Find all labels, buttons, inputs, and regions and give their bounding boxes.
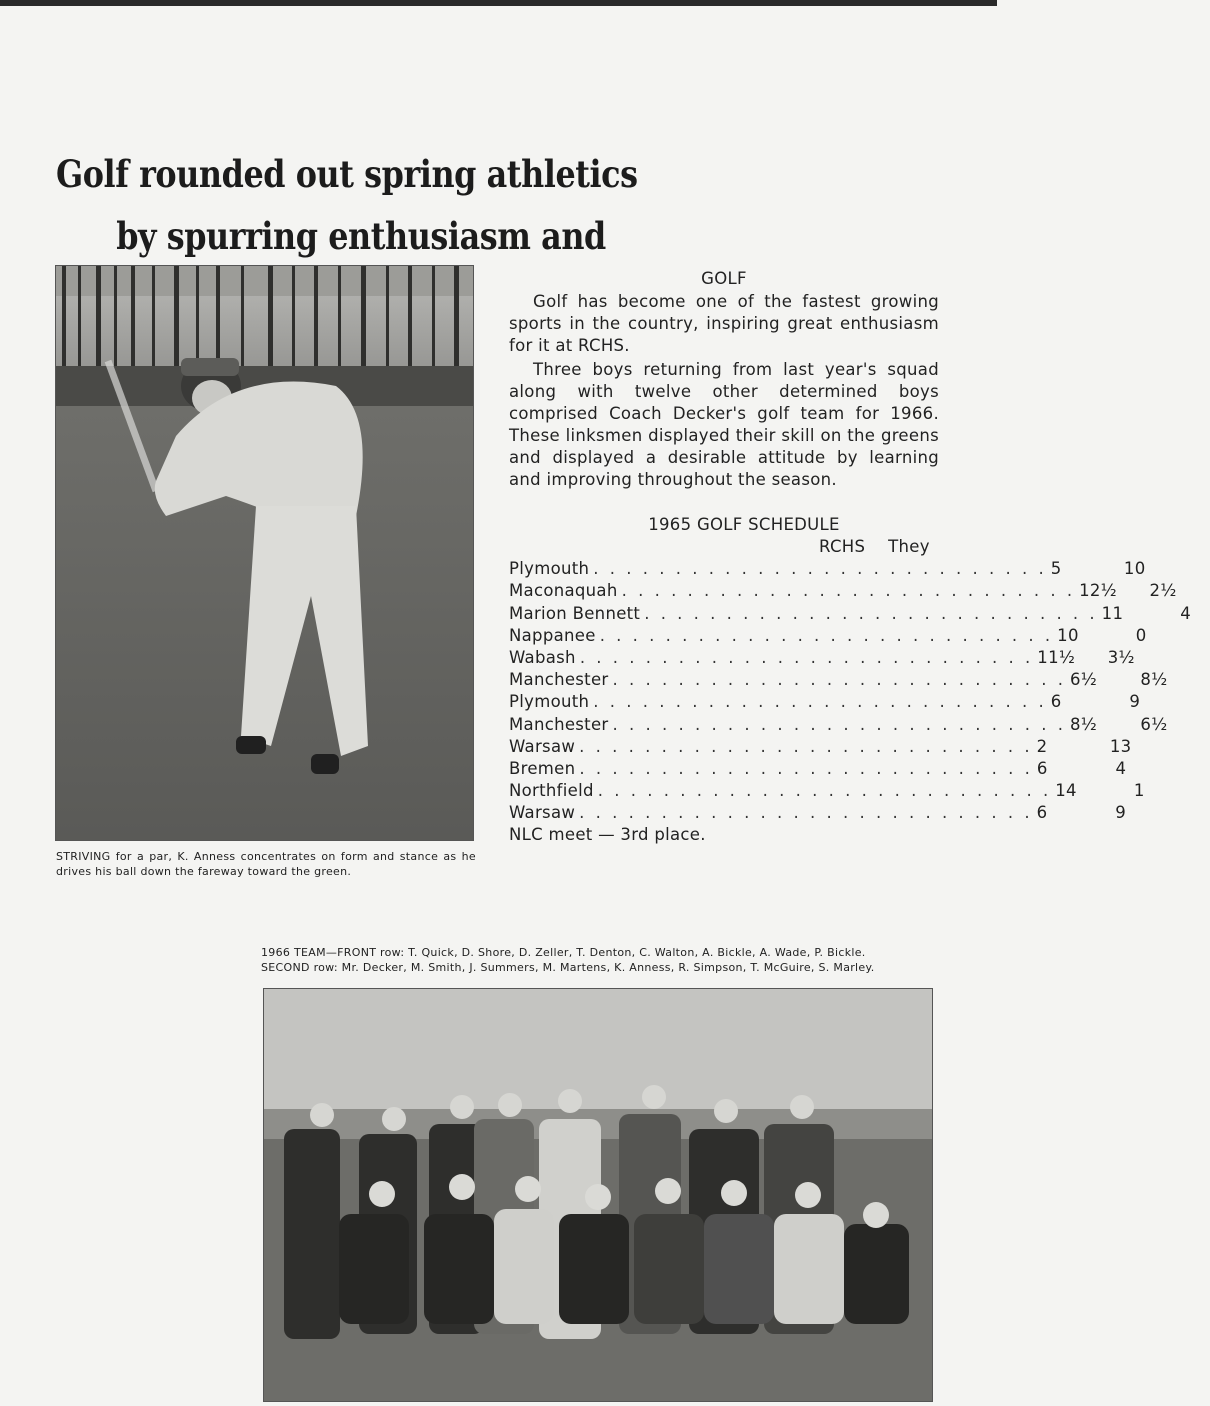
- schedule-row: [509, 780, 1145, 802]
- schedule-row: [509, 603, 1192, 625]
- golf-schedule: [509, 514, 1192, 847]
- team-photo: [263, 988, 933, 1402]
- schedule-opponent: Warsaw: [509, 803, 576, 823]
- schedule-rchs-score: 11½: [1037, 647, 1076, 667]
- schedule-leader-dots: . . . . . . . . . . . . . . . . . . . . . . . . . . . .: [612, 670, 1066, 690]
- schedule-they-score: 2½: [1149, 581, 1177, 601]
- schedule-leader-dots: . . . . . . . . . . . . . . . . . . . . . . . . . . . .: [621, 581, 1076, 601]
- team-caption-line-1: 1966 TEAM—FRONT row: T. Quick, D. Shore, D. Zeller, T. Denton, C. Walton, A. Bickle, A. Wade, P. Bickle.: [261, 946, 866, 959]
- schedule-leader-dots: . . . . . . . . . . . . . . . . . . . . . . . . . . . .: [593, 559, 1047, 579]
- schedule-rchs-score: 6: [1036, 803, 1048, 823]
- schedule-leader-dots: . . . . . . . . . . . . . . . . . . . . . . . . . . . .: [579, 736, 1033, 756]
- article-paragraph-2: Three boys returning from last year's squad along with twelve other determined boys comprised Coach Decker's golf team for 1966. These linksmen displayed their skill on the greens and displayed a desirable attitude by learning and improving throughout the season.: [509, 360, 939, 489]
- schedule-col-rchs: RCHS: [819, 537, 866, 557]
- schedule-they-score: 9: [1115, 803, 1127, 823]
- schedule-leader-dots: . . . . . . . . . . . . . . . . . . . . . . . . . . . .: [597, 781, 1052, 801]
- schedule-they-score: 1: [1133, 781, 1145, 801]
- schedule-they-score: 13: [1109, 736, 1132, 756]
- schedule-they-score: 8½: [1140, 670, 1168, 690]
- golfer-photo: [55, 265, 474, 841]
- schedule-row: [509, 669, 1168, 691]
- schedule-leader-dots: . . . . . . . . . . . . . . . . . . . . . . . . . . . .: [644, 603, 1098, 623]
- schedule-rchs-score: 11: [1101, 603, 1124, 623]
- schedule-row: [509, 558, 1146, 580]
- schedule-rchs-score: 5: [1050, 559, 1062, 579]
- schedule-leader-dots: . . . . . . . . . . . . . . . . . . . . . . . . . . . .: [612, 714, 1066, 734]
- schedule-rchs-score: 14: [1055, 781, 1077, 801]
- article-paragraph-1: Golf has become one of the fastest growing sports in the country, inspiring great enthusiasm for it at RCHS.: [509, 292, 939, 355]
- schedule-leader-dots: . . . . . . . . . . . . . . . . . . . . . . . . . . . .: [593, 692, 1047, 712]
- schedule-rchs-score: 6: [1036, 758, 1048, 778]
- schedule-they-score: 4: [1115, 758, 1127, 778]
- schedule-leader-dots: . . . . . . . . . . . . . . . . . . . . . . . . . . . .: [579, 647, 1034, 667]
- schedule-rchs-score: 6: [1050, 692, 1062, 712]
- schedule-rchs-score: 8½: [1069, 714, 1098, 734]
- schedule-opponent: Warsaw: [509, 736, 576, 756]
- schedule-opponent: Marion Bennett: [509, 603, 641, 623]
- golfer-photo-caption: STRIVING for a par, K. Anness concentrates on form and stance as he drives his ball down the fareway toward the green.: [56, 850, 476, 878]
- golfer-photo-image: [56, 266, 473, 840]
- schedule-row: [509, 647, 1135, 669]
- schedule-note: NLC meet — 3rd place.: [509, 825, 706, 845]
- schedule-leader-dots: . . . . . . . . . . . . . . . . . . . . . . . . . . . .: [599, 625, 1054, 645]
- schedule-col-they: They: [888, 537, 930, 557]
- schedule-row: [509, 691, 1141, 713]
- schedule-they-score: 4: [1180, 603, 1192, 623]
- headline-line-2: by spurring enthusiasm and: [116, 213, 606, 258]
- schedule-row: [509, 580, 1177, 602]
- team-photo-image: [264, 989, 932, 1401]
- schedule-opponent: Bremen: [509, 758, 576, 778]
- schedule-opponent: Northfield: [509, 781, 594, 801]
- schedule-row: [509, 736, 1132, 758]
- article-heading: GOLF: [701, 269, 747, 288]
- schedule-they-score: 0: [1135, 625, 1147, 645]
- schedule-opponent: Manchester: [509, 670, 609, 690]
- schedule-column-headers: [509, 536, 939, 558]
- schedule-rchs-score: 6½: [1069, 670, 1098, 690]
- schedule-rchs-score: 2: [1036, 736, 1048, 756]
- team-caption-line-2: SECOND row: Mr. Decker, M. Smith, J. Summers, M. Martens, K. Anness, R. Simpson, T. McGuire, S. Marley.: [261, 961, 875, 974]
- schedule-row: [509, 758, 1127, 780]
- schedule-opponent: Manchester: [509, 714, 609, 734]
- schedule-rchs-score: 12½: [1079, 581, 1117, 601]
- schedule-rows: [509, 558, 1192, 824]
- schedule-leader-dots: . . . . . . . . . . . . . . . . . . . . . . . . . . . .: [579, 803, 1033, 823]
- schedule-opponent: Maconaquah: [509, 581, 618, 601]
- schedule-they-score: 9: [1129, 692, 1141, 712]
- schedule-they-score: 10: [1123, 559, 1146, 579]
- golf-article: [509, 268, 939, 493]
- schedule-opponent: Plymouth: [509, 559, 590, 579]
- schedule-they-score: 6½: [1140, 714, 1168, 734]
- schedule-title: 1965 GOLF SCHEDULE: [648, 515, 840, 534]
- schedule-row: [509, 625, 1147, 647]
- schedule-opponent: Wabash: [509, 647, 576, 667]
- page-top-edge: [0, 0, 997, 6]
- schedule-leader-dots: . . . . . . . . . . . . . . . . . . . . . . . . . . . .: [579, 758, 1033, 778]
- schedule-rchs-score: 10: [1057, 625, 1079, 645]
- team-photo-caption: [261, 945, 941, 975]
- schedule-row: [509, 802, 1127, 824]
- schedule-row: [509, 714, 1168, 736]
- schedule-they-score: 3½: [1107, 647, 1135, 667]
- headline-line-1: Golf rounded out spring athletics: [56, 151, 638, 196]
- schedule-opponent: Plymouth: [509, 692, 590, 712]
- schedule-opponent: Nappanee: [509, 625, 596, 645]
